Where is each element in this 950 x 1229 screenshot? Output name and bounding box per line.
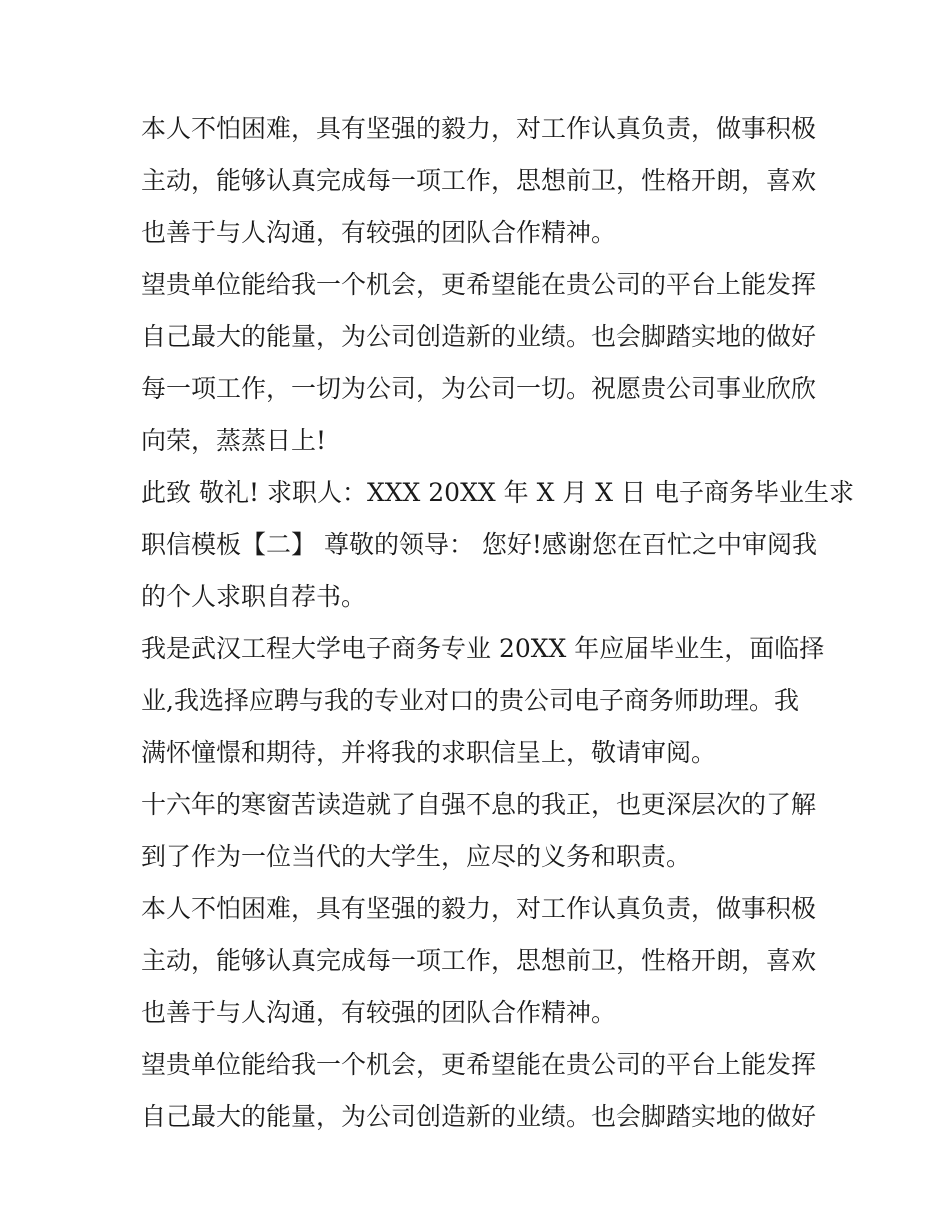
- paragraph: [141, 779, 821, 883]
- text-line: 自己最大的能量，为公司创造新的业绩。也会脚踏实地的做好: [141, 322, 817, 351]
- text-line: 满怀憧憬和期待，并将我的求职信呈上，敬请审阅。: [141, 738, 717, 767]
- paragraph: [141, 259, 821, 467]
- document-body: [141, 103, 854, 1143]
- text-line: 望贵单位能给我一个机会，更希望能在贵公司的平台上能发挥: [141, 1050, 817, 1079]
- text-line: 也善于与人沟通，有较强的团队合作精神。: [141, 218, 617, 247]
- text-line: 每一项工作，一切为公司，为公司一切。祝愿贵公司事业欣欣: [141, 374, 817, 403]
- text-line: 本人不怕困难，具有坚强的毅力，对工作认真负责，做事积极: [141, 114, 817, 143]
- text-line: 到了作为一位当代的大学生，应尽的义务和职责。: [141, 842, 692, 871]
- paragraph: [141, 467, 854, 623]
- text-line: 也善于与人沟通，有较强的团队合作精神。: [141, 998, 617, 1027]
- text-line: 我是武汉工程大学电子商务专业 20XX 年应届毕业生，面临择: [141, 634, 825, 663]
- text-line: 向荣，蒸蒸日上!: [141, 426, 327, 455]
- text-line: 本人不怕困难，具有坚强的毅力，对工作认真负责，做事积极: [141, 894, 817, 923]
- paragraph: [141, 103, 821, 259]
- text-line: 主动，能够认真完成每一项工作，思想前卫，性格开朗，喜欢: [141, 946, 817, 975]
- paragraph: [141, 883, 821, 1039]
- text-line: 自己最大的能量，为公司创造新的业绩。也会脚踏实地的做好: [141, 1102, 817, 1131]
- text-line: 主动，能够认真完成每一项工作，思想前卫，性格开朗，喜欢: [141, 166, 817, 195]
- text-line: 的个人求职自荐书。: [141, 582, 367, 611]
- text-line: 望贵单位能给我一个机会，更希望能在贵公司的平台上能发挥: [141, 270, 817, 299]
- text-line: 此致 敬礼! 求职人：XXX 20XX 年 X 月 X 日 电子商务毕业生求: [141, 478, 854, 507]
- text-line: 十六年的寒窗苦读造就了自强不息的我正，也更深层次的了解: [141, 790, 817, 819]
- paragraph: [141, 1039, 821, 1143]
- text-line: 业,我选择应聘与我的专业对口的贵公司电子商务师助理。我: [141, 686, 799, 715]
- paragraph: [141, 623, 825, 779]
- text-line: 职信模板【二】 尊敬的领导： 您好!感谢您在百忙之中审阅我: [141, 530, 817, 559]
